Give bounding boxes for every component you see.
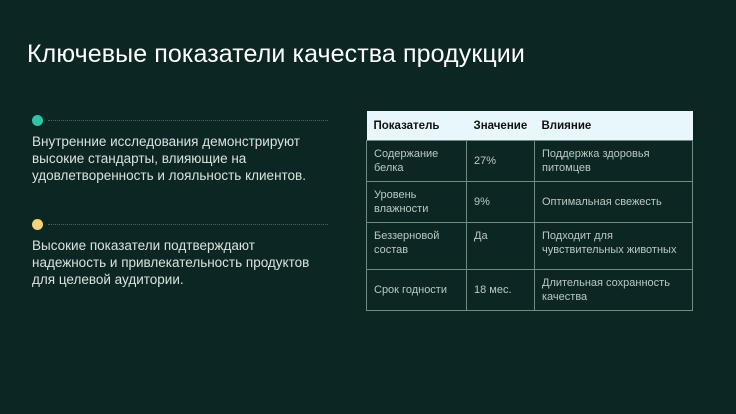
dotted-divider	[48, 120, 328, 121]
table-header-row	[367, 111, 693, 141]
cell-indicator: Беззерновой состав	[367, 223, 467, 270]
slide-title: Ключевые показатели качества продукции	[27, 40, 525, 68]
cell-impact: Подходит для чувствительных животных	[535, 223, 693, 270]
bullet-point-1	[32, 115, 328, 184]
header-value: Значение	[467, 111, 535, 141]
header-indicator: Показатель	[367, 111, 467, 141]
cell-impact: Поддержка здоровья питомцев	[535, 141, 693, 182]
cell-value: 18 мес.	[467, 270, 535, 311]
bullet-point-2	[32, 219, 328, 288]
bullet-text-1: Внутренние исследования демонстрируют высокие стандарты, влияющие на удовлетворенность и лояльность клиентов.	[32, 134, 306, 183]
cell-indicator: Содержание белка	[367, 141, 467, 182]
cell-value: 9%	[467, 182, 535, 223]
cell-indicator: Уровень влажности	[367, 182, 467, 223]
cell-impact: Оптимальная свежесть	[535, 182, 693, 223]
bullet-text-2: Высокие показатели подтверждают надежность и привлекательность продуктов для целевой аудитории.	[32, 238, 310, 287]
table-row	[367, 270, 693, 311]
table-row	[367, 182, 693, 223]
quality-metrics-table	[366, 111, 693, 311]
dotted-divider	[48, 224, 328, 225]
header-impact: Влияние	[535, 111, 693, 141]
cell-value: Да	[467, 223, 535, 270]
cell-value: 27%	[467, 141, 535, 182]
table-row	[367, 223, 693, 270]
cell-impact: Длительная сохранность качества	[535, 270, 693, 311]
table-row	[367, 141, 693, 182]
cell-indicator: Срок годности	[367, 270, 467, 311]
teal-dot-icon	[32, 115, 43, 126]
yellow-dot-icon	[32, 219, 43, 230]
